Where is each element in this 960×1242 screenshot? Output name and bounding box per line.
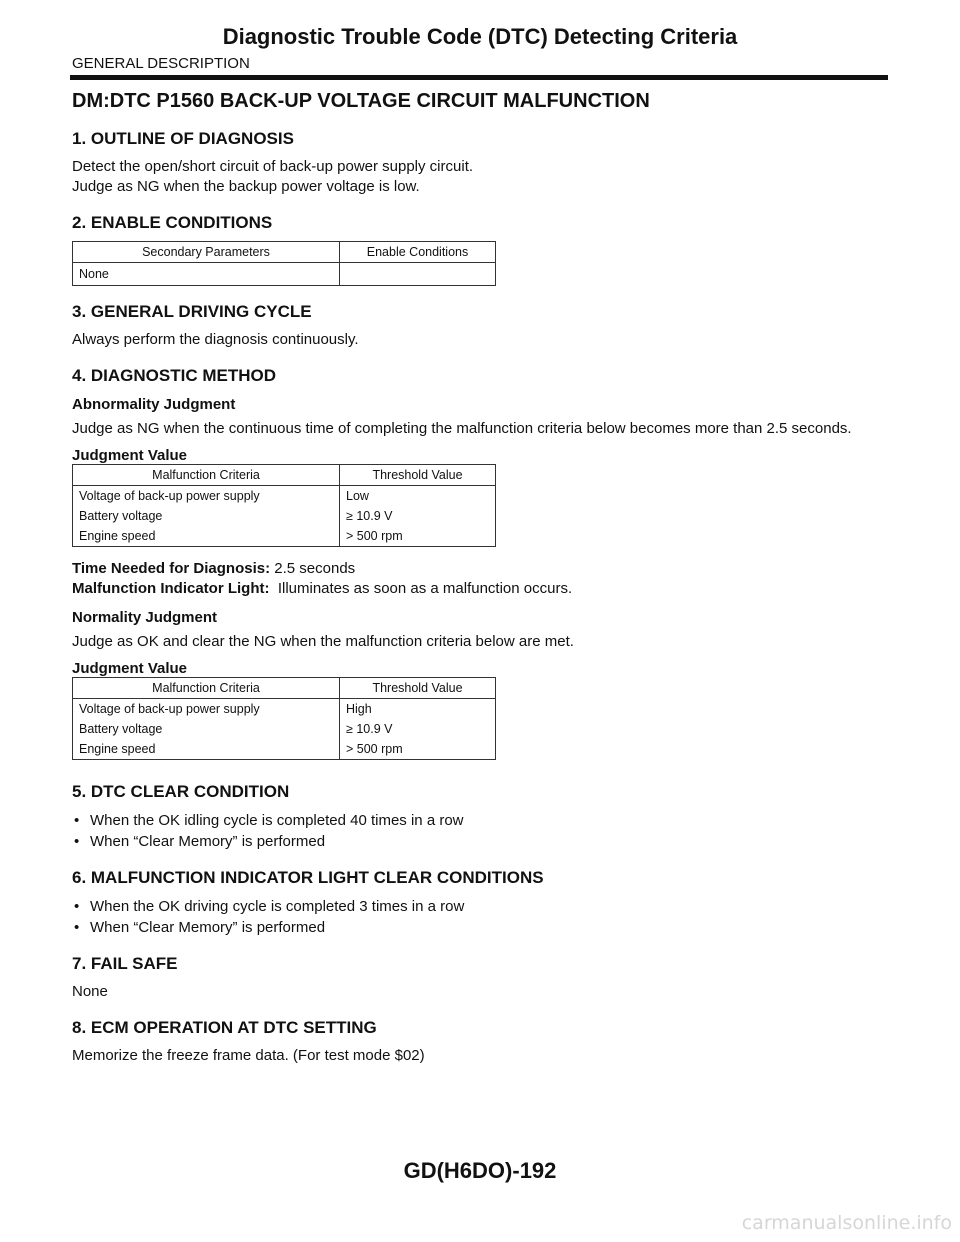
mil-line: [72, 579, 890, 599]
table-row: [73, 526, 496, 547]
list-item-text: When the OK driving cycle is completed 3 times in a row: [90, 898, 465, 915]
enable-conditions-table: [72, 241, 496, 286]
section-outline-heading: 1. OUTLINE OF DIAGNOSIS: [72, 129, 294, 148]
normality-criteria-table: [72, 677, 496, 760]
outline-line-1: Detect the open/short circuit of back-up power supply circuit.: [72, 158, 474, 175]
table-cell: ≥ 10.9 V: [340, 719, 496, 739]
table-cell: None: [73, 263, 340, 286]
dtc-clear-list: [72, 810, 890, 852]
table-cell: > 500 rpm: [340, 526, 496, 547]
section-mil-clear-heading: 6. MALFUNCTION INDICATOR LIGHT CLEAR CONDITIONS: [72, 868, 544, 887]
table-row: [73, 506, 496, 526]
table-cell: Voltage of back-up power supply: [73, 486, 340, 507]
page-header-subtitle: GENERAL DESCRIPTION: [72, 55, 250, 72]
table-header-cell: Malfunction Criteria: [73, 678, 340, 699]
table-row: [73, 719, 496, 739]
list-item: [72, 896, 890, 917]
abnormality-criteria-table: [72, 464, 496, 547]
list-item: [72, 917, 890, 938]
table-cell: ≥ 10.9 V: [340, 506, 496, 526]
table-row: [73, 739, 496, 760]
section-dtc-clear-heading: 5. DTC CLEAR CONDITION: [72, 782, 290, 801]
table-row: [73, 263, 496, 286]
mil-clear-list: [72, 896, 890, 938]
ecm-operation-text: Memorize the freeze frame data. (For test mode $02): [72, 1047, 425, 1064]
bullet-icon: •: [74, 919, 80, 936]
table-header-cell: Secondary Parameters: [73, 242, 340, 263]
dtc-title: DM:DTC P1560 BACK-UP VOLTAGE CIRCUIT MALFUNCTION: [72, 90, 650, 112]
time-needed-line: [72, 559, 890, 579]
list-item: [72, 810, 890, 831]
watermark: carmanualsonline.info: [741, 1212, 952, 1234]
list-item: [72, 831, 890, 852]
judgment-value-label: Judgment Value: [72, 447, 188, 464]
bullet-icon: •: [74, 833, 80, 850]
table-cell: > 500 rpm: [340, 739, 496, 760]
table-cell: [340, 263, 496, 286]
section-ecm-operation-heading: 8. ECM OPERATION AT DTC SETTING: [72, 1018, 377, 1037]
table-cell: Voltage of back-up power supply: [73, 699, 340, 720]
table-row: [73, 699, 496, 720]
page-header-title: Diagnostic Trouble Code (DTC) Detecting Criteria: [222, 24, 738, 49]
section-driving-cycle-heading: 3. GENERAL DRIVING CYCLE: [72, 302, 312, 321]
table-cell: Engine speed: [73, 739, 340, 760]
table-header-cell: Threshold Value: [340, 678, 496, 699]
section-enable-heading: 2. ENABLE CONDITIONS: [72, 213, 273, 232]
section-diagnostic-method-heading: 4. DIAGNOSTIC METHOD: [72, 366, 277, 385]
table-cell: Battery voltage: [73, 719, 340, 739]
table-header-cell: Threshold Value: [340, 465, 496, 486]
list-item-text: When “Clear Memory” is performed: [90, 833, 326, 850]
fail-safe-text: None: [72, 983, 108, 1000]
normality-judgment-heading: Normality Judgment: [72, 609, 218, 626]
abnormality-judgment-heading: Abnormality Judgment: [72, 396, 236, 413]
bullet-icon: •: [74, 812, 80, 829]
table-header-cell: Enable Conditions: [340, 242, 496, 263]
driving-cycle-text: Always perform the diagnosis continuously.: [72, 331, 359, 348]
outline-line-2: Judge as NG when the backup power voltage is low.: [72, 178, 420, 195]
section-fail-safe-heading: 7. FAIL SAFE: [72, 954, 178, 973]
abnormality-judgment-text: Judge as NG when the continuous time of completing the malfunction criteria below becomes more than 2.5 seconds.: [72, 420, 852, 437]
table-cell: Battery voltage: [73, 506, 340, 526]
list-item-text: When “Clear Memory” is performed: [90, 919, 326, 936]
time-needed-value: 2.5 seconds: [270, 560, 356, 577]
table-row: [73, 486, 496, 507]
table-cell: High: [340, 699, 496, 720]
judgment-value-label-2: Judgment Value: [72, 660, 188, 677]
normality-judgment-text: Judge as OK and clear the NG when the malfunction criteria below are met.: [72, 633, 574, 650]
mil-value: Illuminates as soon as a malfunction occurs.: [269, 580, 573, 597]
table-cell: Low: [340, 486, 496, 507]
bullet-icon: •: [74, 898, 80, 915]
list-item-text: When the OK idling cycle is completed 40 times in a row: [90, 812, 464, 829]
table-cell: Engine speed: [73, 526, 340, 547]
page-number: GD(H6DO)-192: [403, 1158, 557, 1183]
document-body: [72, 88, 890, 1072]
mil-label: Malfunction Indicator Light:: [72, 580, 270, 597]
time-needed-label: Time Needed for Diagnosis:: [72, 560, 271, 577]
header-divider: [70, 75, 888, 80]
table-header-cell: Malfunction Criteria: [73, 465, 340, 486]
